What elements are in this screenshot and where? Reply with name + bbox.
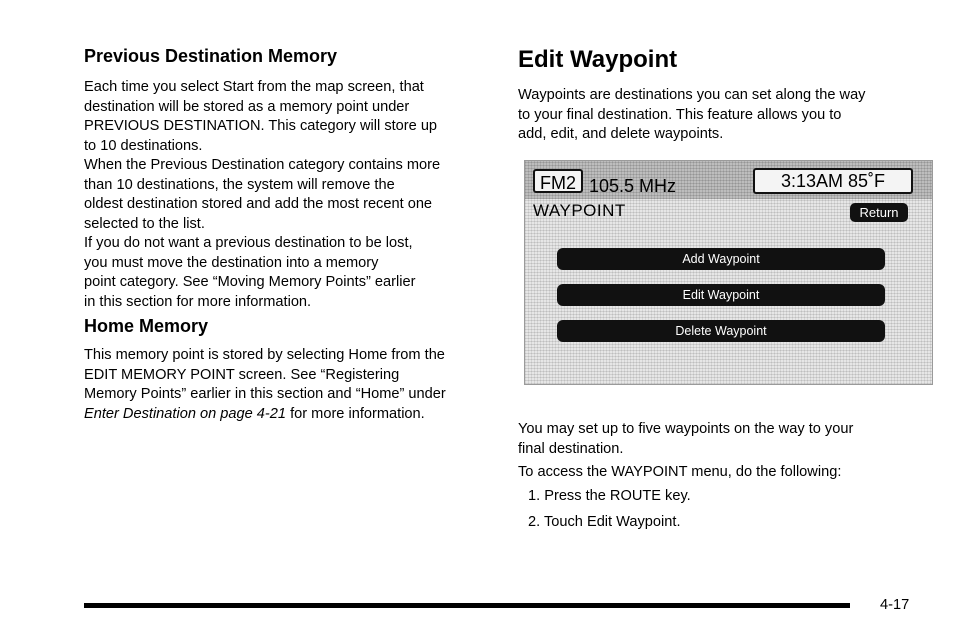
heading-home-memory: Home Memory (84, 316, 209, 336)
return-button[interactable]: Return (850, 203, 908, 222)
watermark: carmanualsonline.info (545, 615, 783, 640)
pdm-paragraph-3: If you do not want a previous destination to be lost, you must move the destination into a memory point category. See “Moving Memory Points” earlier in this section for more information. (84, 235, 416, 310)
page-number: 4-17 (880, 597, 910, 613)
delete-waypoint-button[interactable]: Delete Waypoint (557, 320, 885, 342)
waypoints-limit-paragraph: You may set up to five waypoints on the way to your final destination. (518, 421, 854, 457)
footer-rule (84, 603, 850, 608)
waypoint-screen-figure (524, 160, 933, 385)
access-instructions: To access the WAYPOINT menu, do the following: (518, 464, 842, 480)
step-1: 1. Press the ROUTE key. (528, 488, 691, 504)
waypoint-screen-title: WAYPOINT (533, 201, 626, 220)
enter-destination-link[interactable]: Enter Destination on page 4-21 (84, 405, 287, 422)
heading-previous-destination-memory: Previous Destination Memory (84, 46, 338, 66)
heading-edit-waypoint: Edit Waypoint (518, 46, 678, 73)
pdm-paragraph-2: When the Previous Destination category contains more than 10 destinations, the system will remove the oldest destination stored and add the most recent one selected to the list. (84, 157, 441, 232)
edit-waypoint-button[interactable]: Edit Waypoint (557, 284, 885, 306)
band-indicator: FM2 (533, 169, 583, 193)
add-waypoint-button[interactable]: Add Waypoint (557, 248, 885, 270)
step-2: 2. Touch Edit Waypoint. (528, 514, 681, 530)
frequency-readout: 105.5 MHz (589, 176, 677, 196)
home-paragraph: This memory point is stored by selecting Home from the EDIT MEMORY POINT screen. See “Registering Memory Points” earlier in this section and “Home” under Enter Destination on page 4-21 for more information. (84, 347, 446, 422)
clock-temperature-readout: 3:13AM 85˚F (753, 168, 913, 194)
edit-waypoint-intro: Waypoints are destinations you can set along the way to your final destination. This feature allows you to add, edit, and delete waypoints. (518, 87, 866, 142)
pdm-paragraph-1: Each time you select Start from the map screen, that destination will be stored as a memory point under PREVIOUS DESTINATION. This category will store up to 10 destinations. (84, 79, 438, 154)
